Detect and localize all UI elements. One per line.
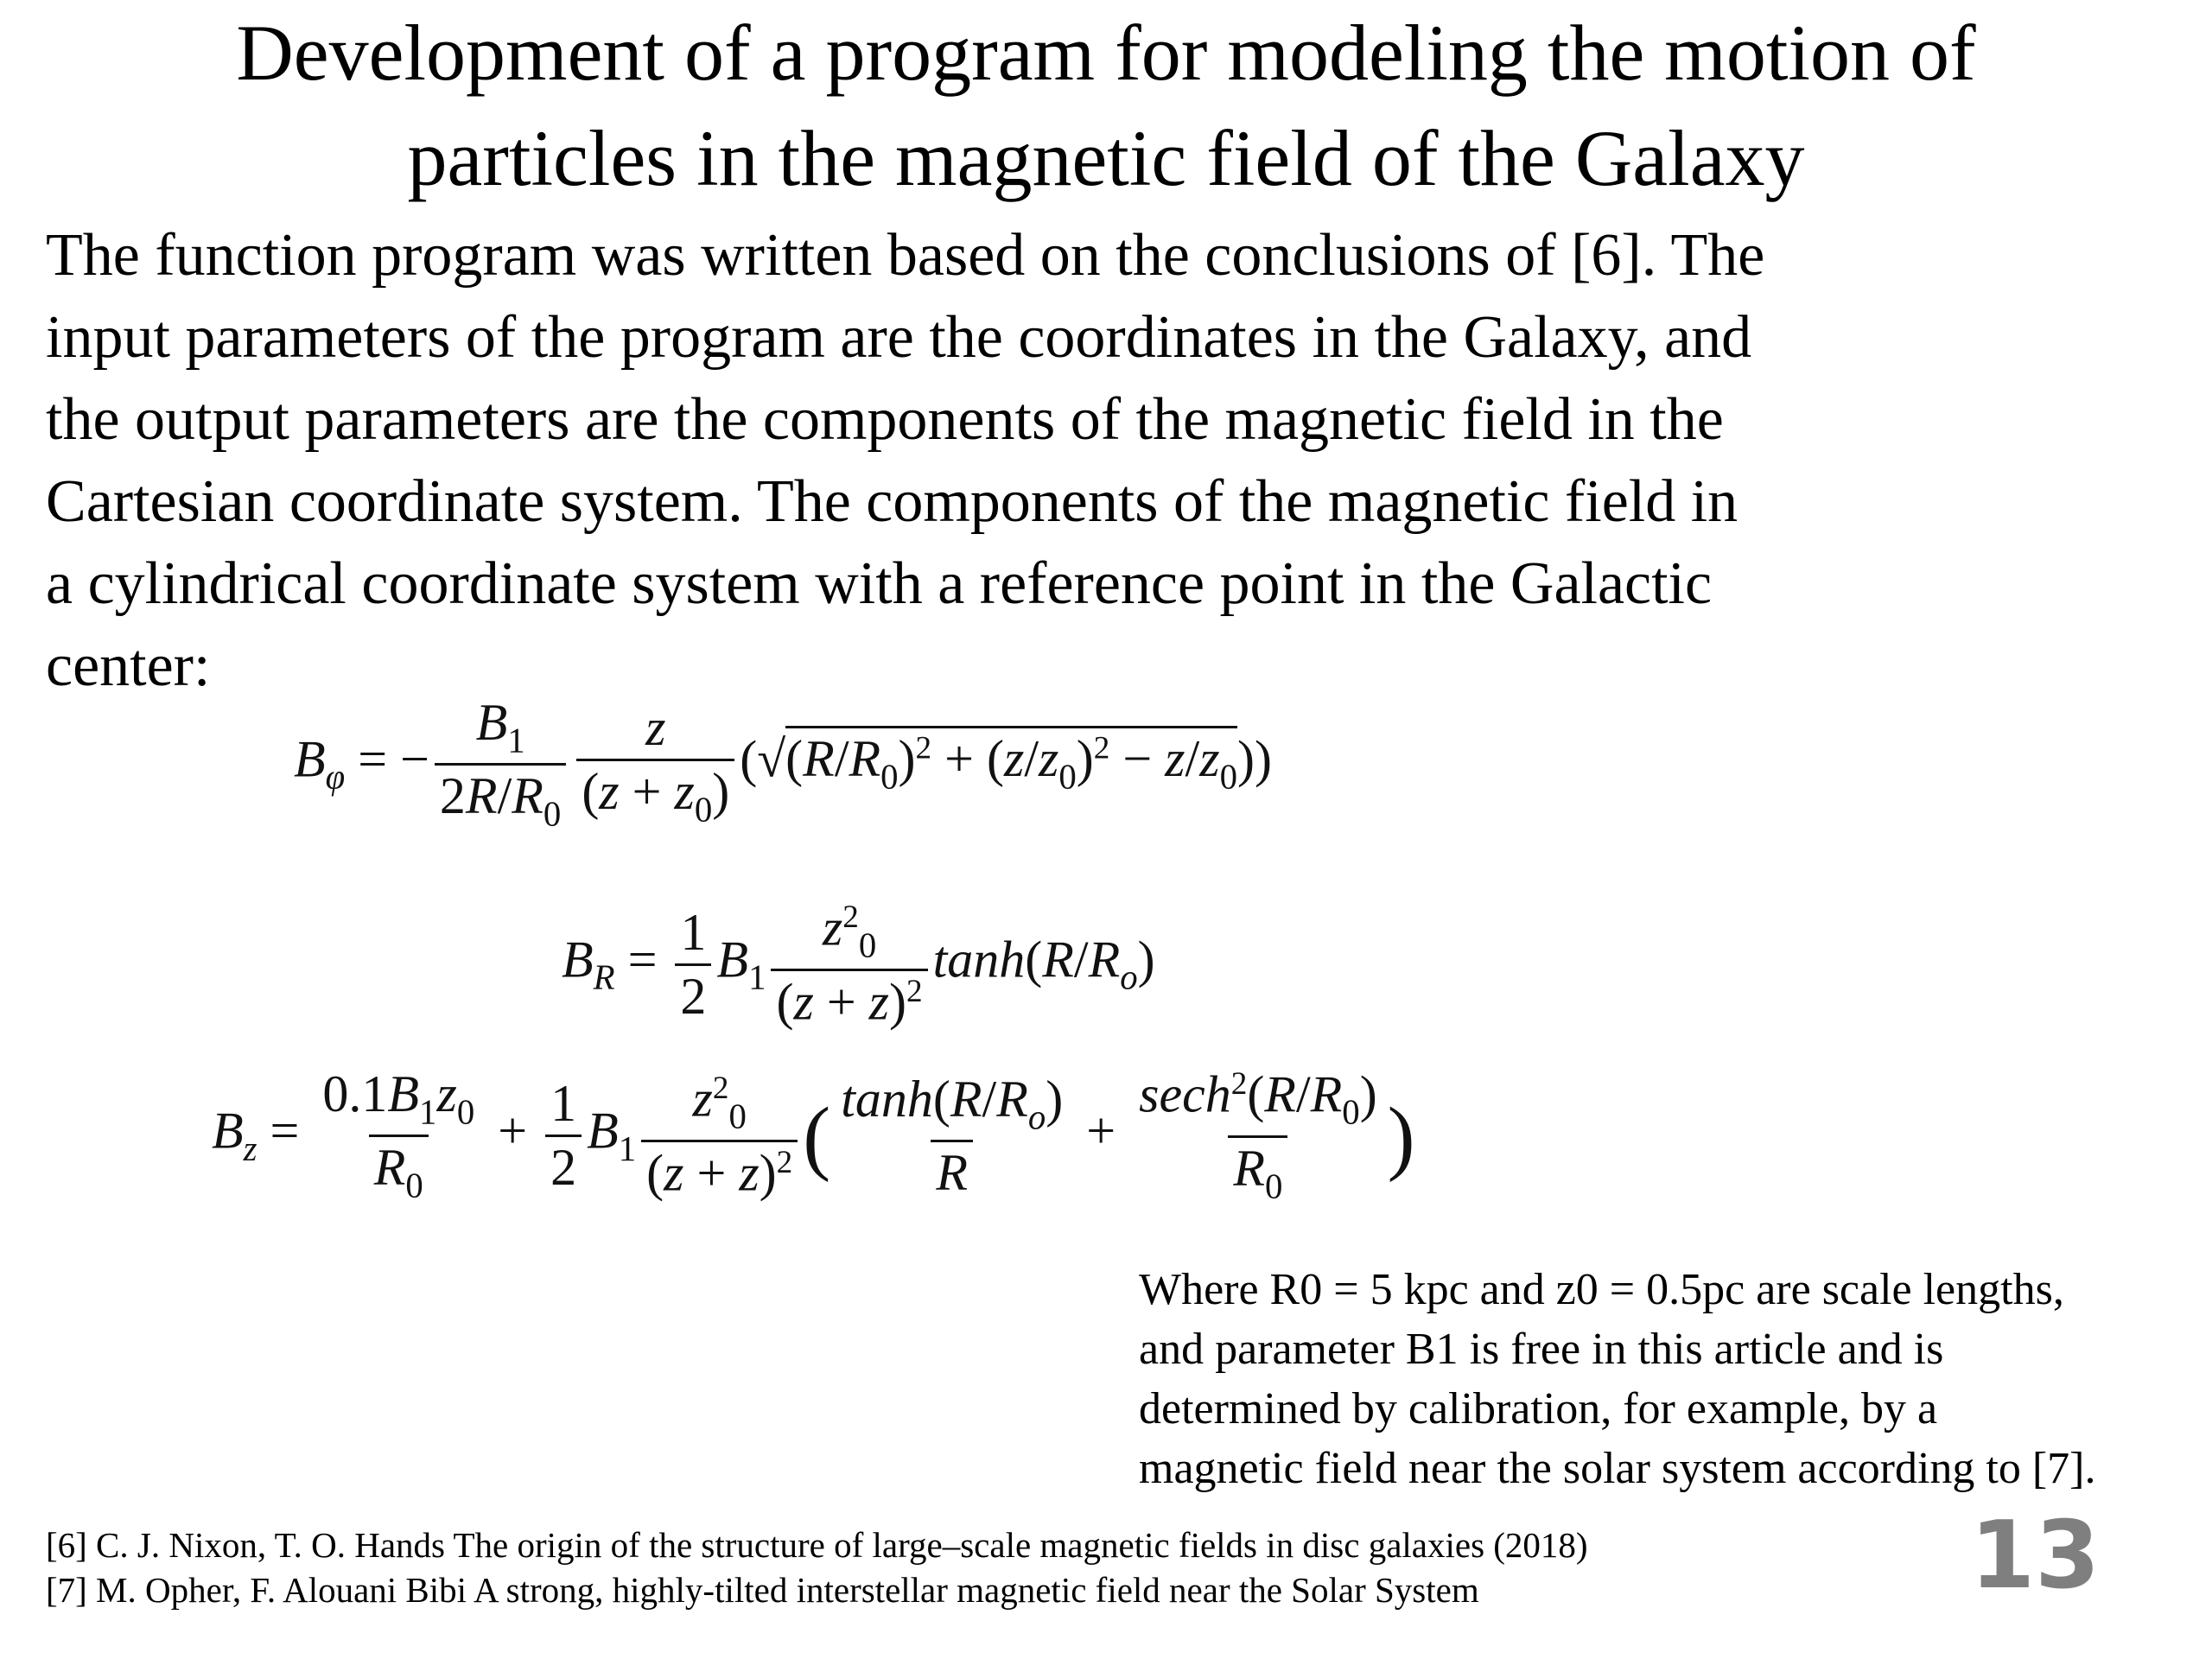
note-line: magnetic field near the solar system according to [7]. xyxy=(1139,1444,2096,1493)
parameter-note xyxy=(1139,1260,2202,1498)
equation-b-r: $B_R$ = $\frac{1}{2}$ $B_1$ $\frac{z^2_0}{(z + z)^2}$ $\tanh(R/R_o)$ xyxy=(562,899,1155,1030)
note-line: determined by calibration, for example, by a xyxy=(1139,1384,1938,1433)
intro-line: input parameters of the program are the coordinates in the Galaxy, and xyxy=(46,304,1752,371)
equation-b-z: $B_z$ = $\frac{0.1B_1z_0}{R_0}$ + $\frac{1}{2}$ $B_1$ $\frac{z^2_0}{(z + z)^2}$ ( $\frac{\tanh(R/R_o)}{R}$ + $\frac{\sec h^2(R/R_0)}{R_0}$ ) xyxy=(212,1065,1415,1205)
slide-title xyxy=(0,0,2212,211)
title-line-2: particles in the magnetic field of the Galaxy xyxy=(407,114,1805,202)
reference-item: [6] C. J. Nixon, T. O. Hands The origin of the structure of large–scale magnetic fields in disc galaxies (2018) xyxy=(46,1525,1588,1565)
note-line: and parameter B1 is free in this article and is xyxy=(1139,1325,1944,1374)
intro-line: a cylindrical coordinate system with a reference point in the Galactic xyxy=(46,550,1713,617)
intro-line: center: xyxy=(46,632,211,699)
intro-line: The function program was written based on the conclusions of [6]. The xyxy=(46,222,1765,289)
intro-line: the output parameters are the components of the magnetic field in the xyxy=(46,386,1724,453)
intro-paragraph xyxy=(46,214,2120,707)
equation-b-phi: $B_\varphi$ = − $\frac{B_1}{2R/R_0}$ $\frac{z}{(z + z_0)}$ $(√(R/R_0)^2 + (z/z_0)^2 - z/z_0)$) xyxy=(294,694,1272,834)
intro-line: Cartesian coordinate system. The components of the magnetic field in xyxy=(46,468,1738,535)
note-line: Where R0 = 5 kpc and z0 = 0.5pc are scale lengths, xyxy=(1139,1265,2064,1314)
references xyxy=(46,1522,1588,1612)
title-line-1: Development of a program for modeling the motion of xyxy=(236,9,1976,97)
reference-item: [7] M. Opher, F. Alouani Bibi A strong, highly-tilted interstellar magnetic field near the Solar System xyxy=(46,1570,1479,1610)
page-number: 13 xyxy=(1970,1502,2101,1610)
